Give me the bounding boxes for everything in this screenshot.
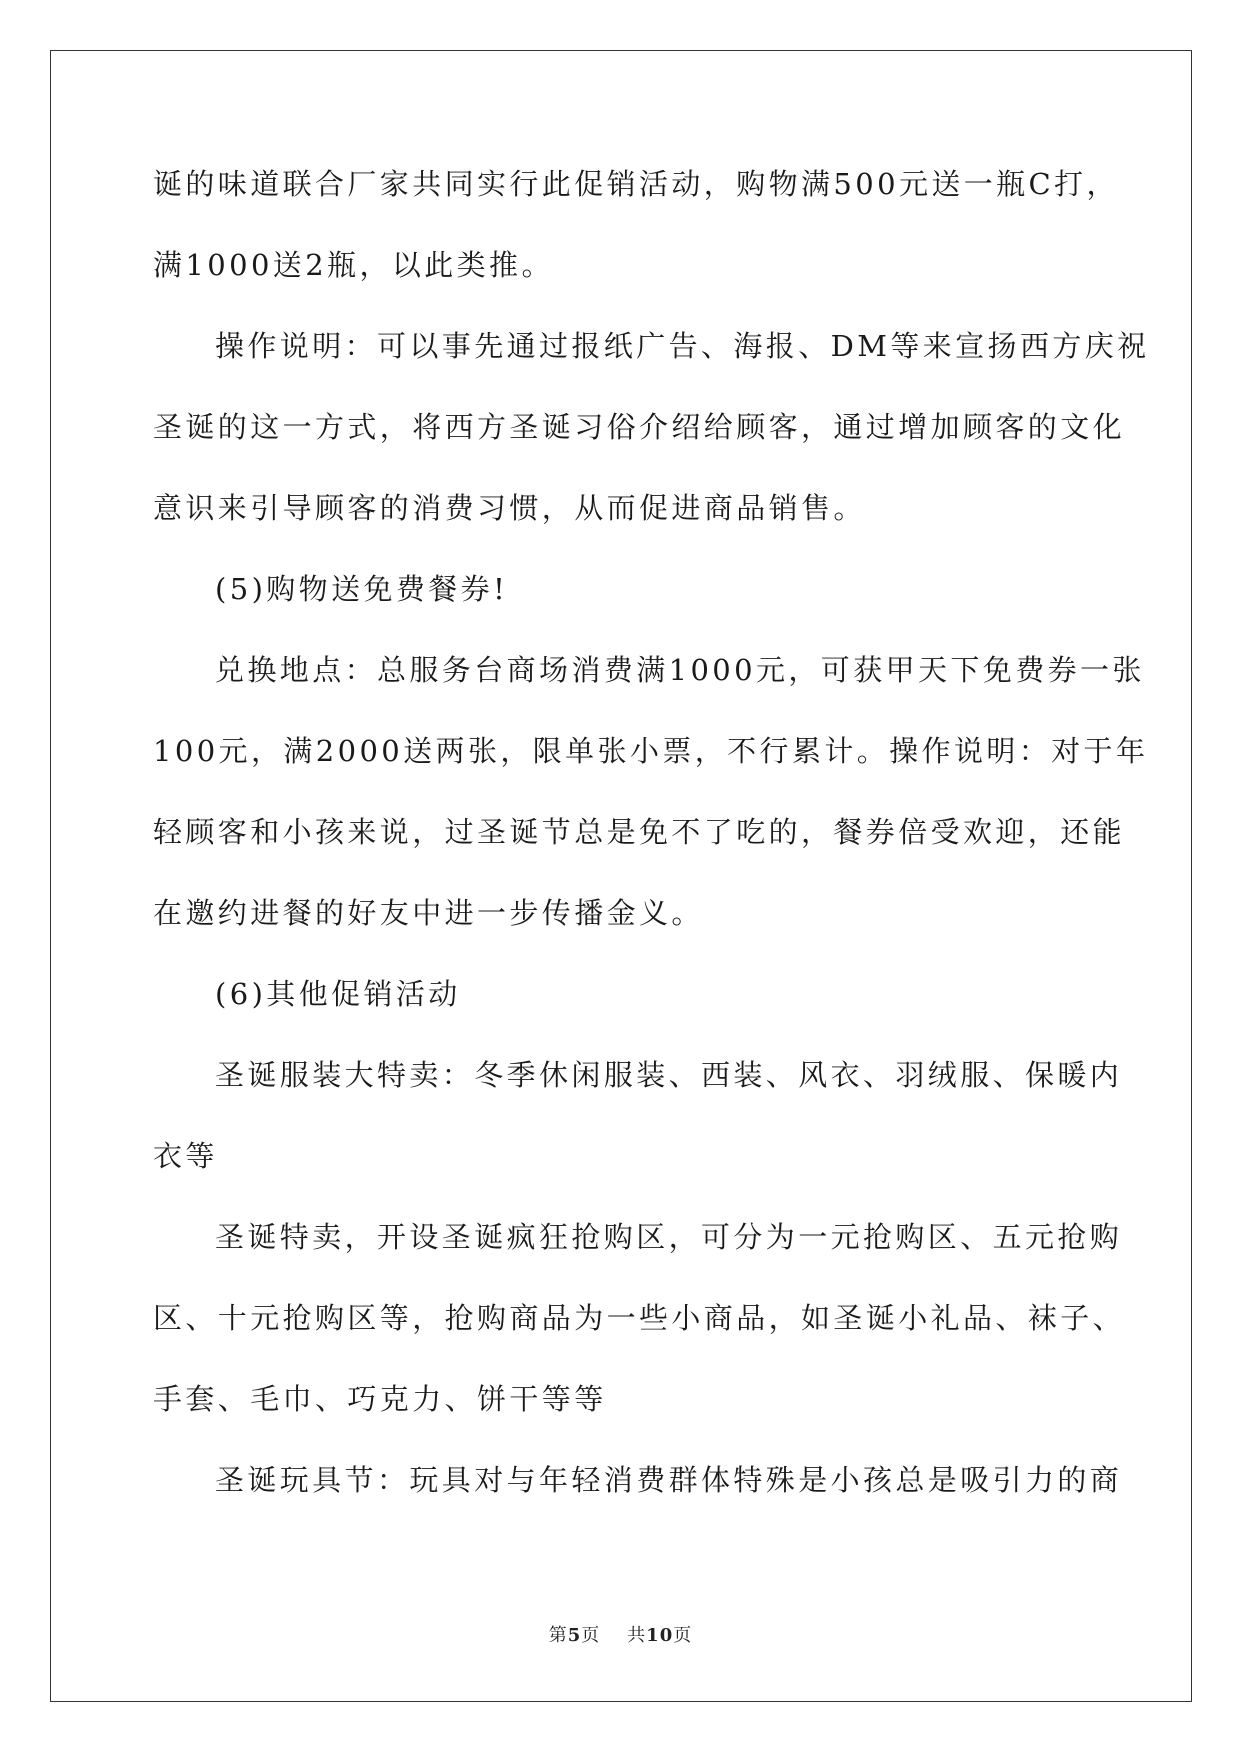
text-line: 诞的味道联合厂家共同实行此促销活动，购物满500元送一瓶C打， [153,167,1119,201]
text-line: 在邀约进餐的好友中进一步传播金义。 [153,896,704,930]
page-border [50,50,1192,1702]
text-line: 圣诞的这一方式，将西方圣诞习俗介绍给顾客，通过增加顾客的文化 [153,410,1126,444]
text-line: 轻顾客和小孩来说，过圣诞节总是免不了吃的，餐券倍受欢迎，还能 [153,815,1126,849]
text-line: 衣等 [153,1139,218,1173]
page-suffix: 页 [581,1625,601,1646]
section-heading: (5)购物送免费餐券! [215,572,509,606]
total-pages: 10 [646,1625,674,1646]
paragraph-start-line: 操作说明：可以事先通过报纸广告、海报、DM等来宣扬西方庆祝 [215,329,1150,363]
text-line: 满1000送2瓶，以此类推。 [153,248,554,282]
page-footer [0,1621,1241,1647]
text-line: 意识来引导顾客的消费习惯，从而促进商品销售。 [153,491,866,525]
total-prefix: 共 [627,1625,647,1646]
paragraph-start-line: 兑换地点：总服务台商场消费满1000元，可获甲天下免费券一张 [215,653,1145,687]
text-line: 区、十元抢购区等，抢购商品为一些小商品，如圣诞小礼品、袜子、 [153,1301,1126,1335]
page-prefix: 第 [548,1625,568,1646]
paragraph-start-line: 圣诞特卖，开设圣诞疯狂抢购区，可分为一元抢购区、五元抢购 [215,1220,1123,1254]
text-line: 手套、毛巾、巧克力、饼干等等 [153,1382,607,1416]
section-heading: (6)其他促销活动 [215,977,461,1011]
page-number: 5 [567,1625,582,1646]
paragraph-start-line: 圣诞玩具节：玩具对与年轻消费群体特殊是小孩总是吸引力的商 [215,1463,1123,1497]
paragraph-start-line: 圣诞服装大特卖：冬季休闲服装、西装、风衣、羽绒服、保暖内 [215,1058,1123,1092]
total-suffix: 页 [673,1625,693,1646]
text-line: 100元，满2000送两张，限单张小票，不行累计。操作说明：对于年 [153,734,1149,768]
